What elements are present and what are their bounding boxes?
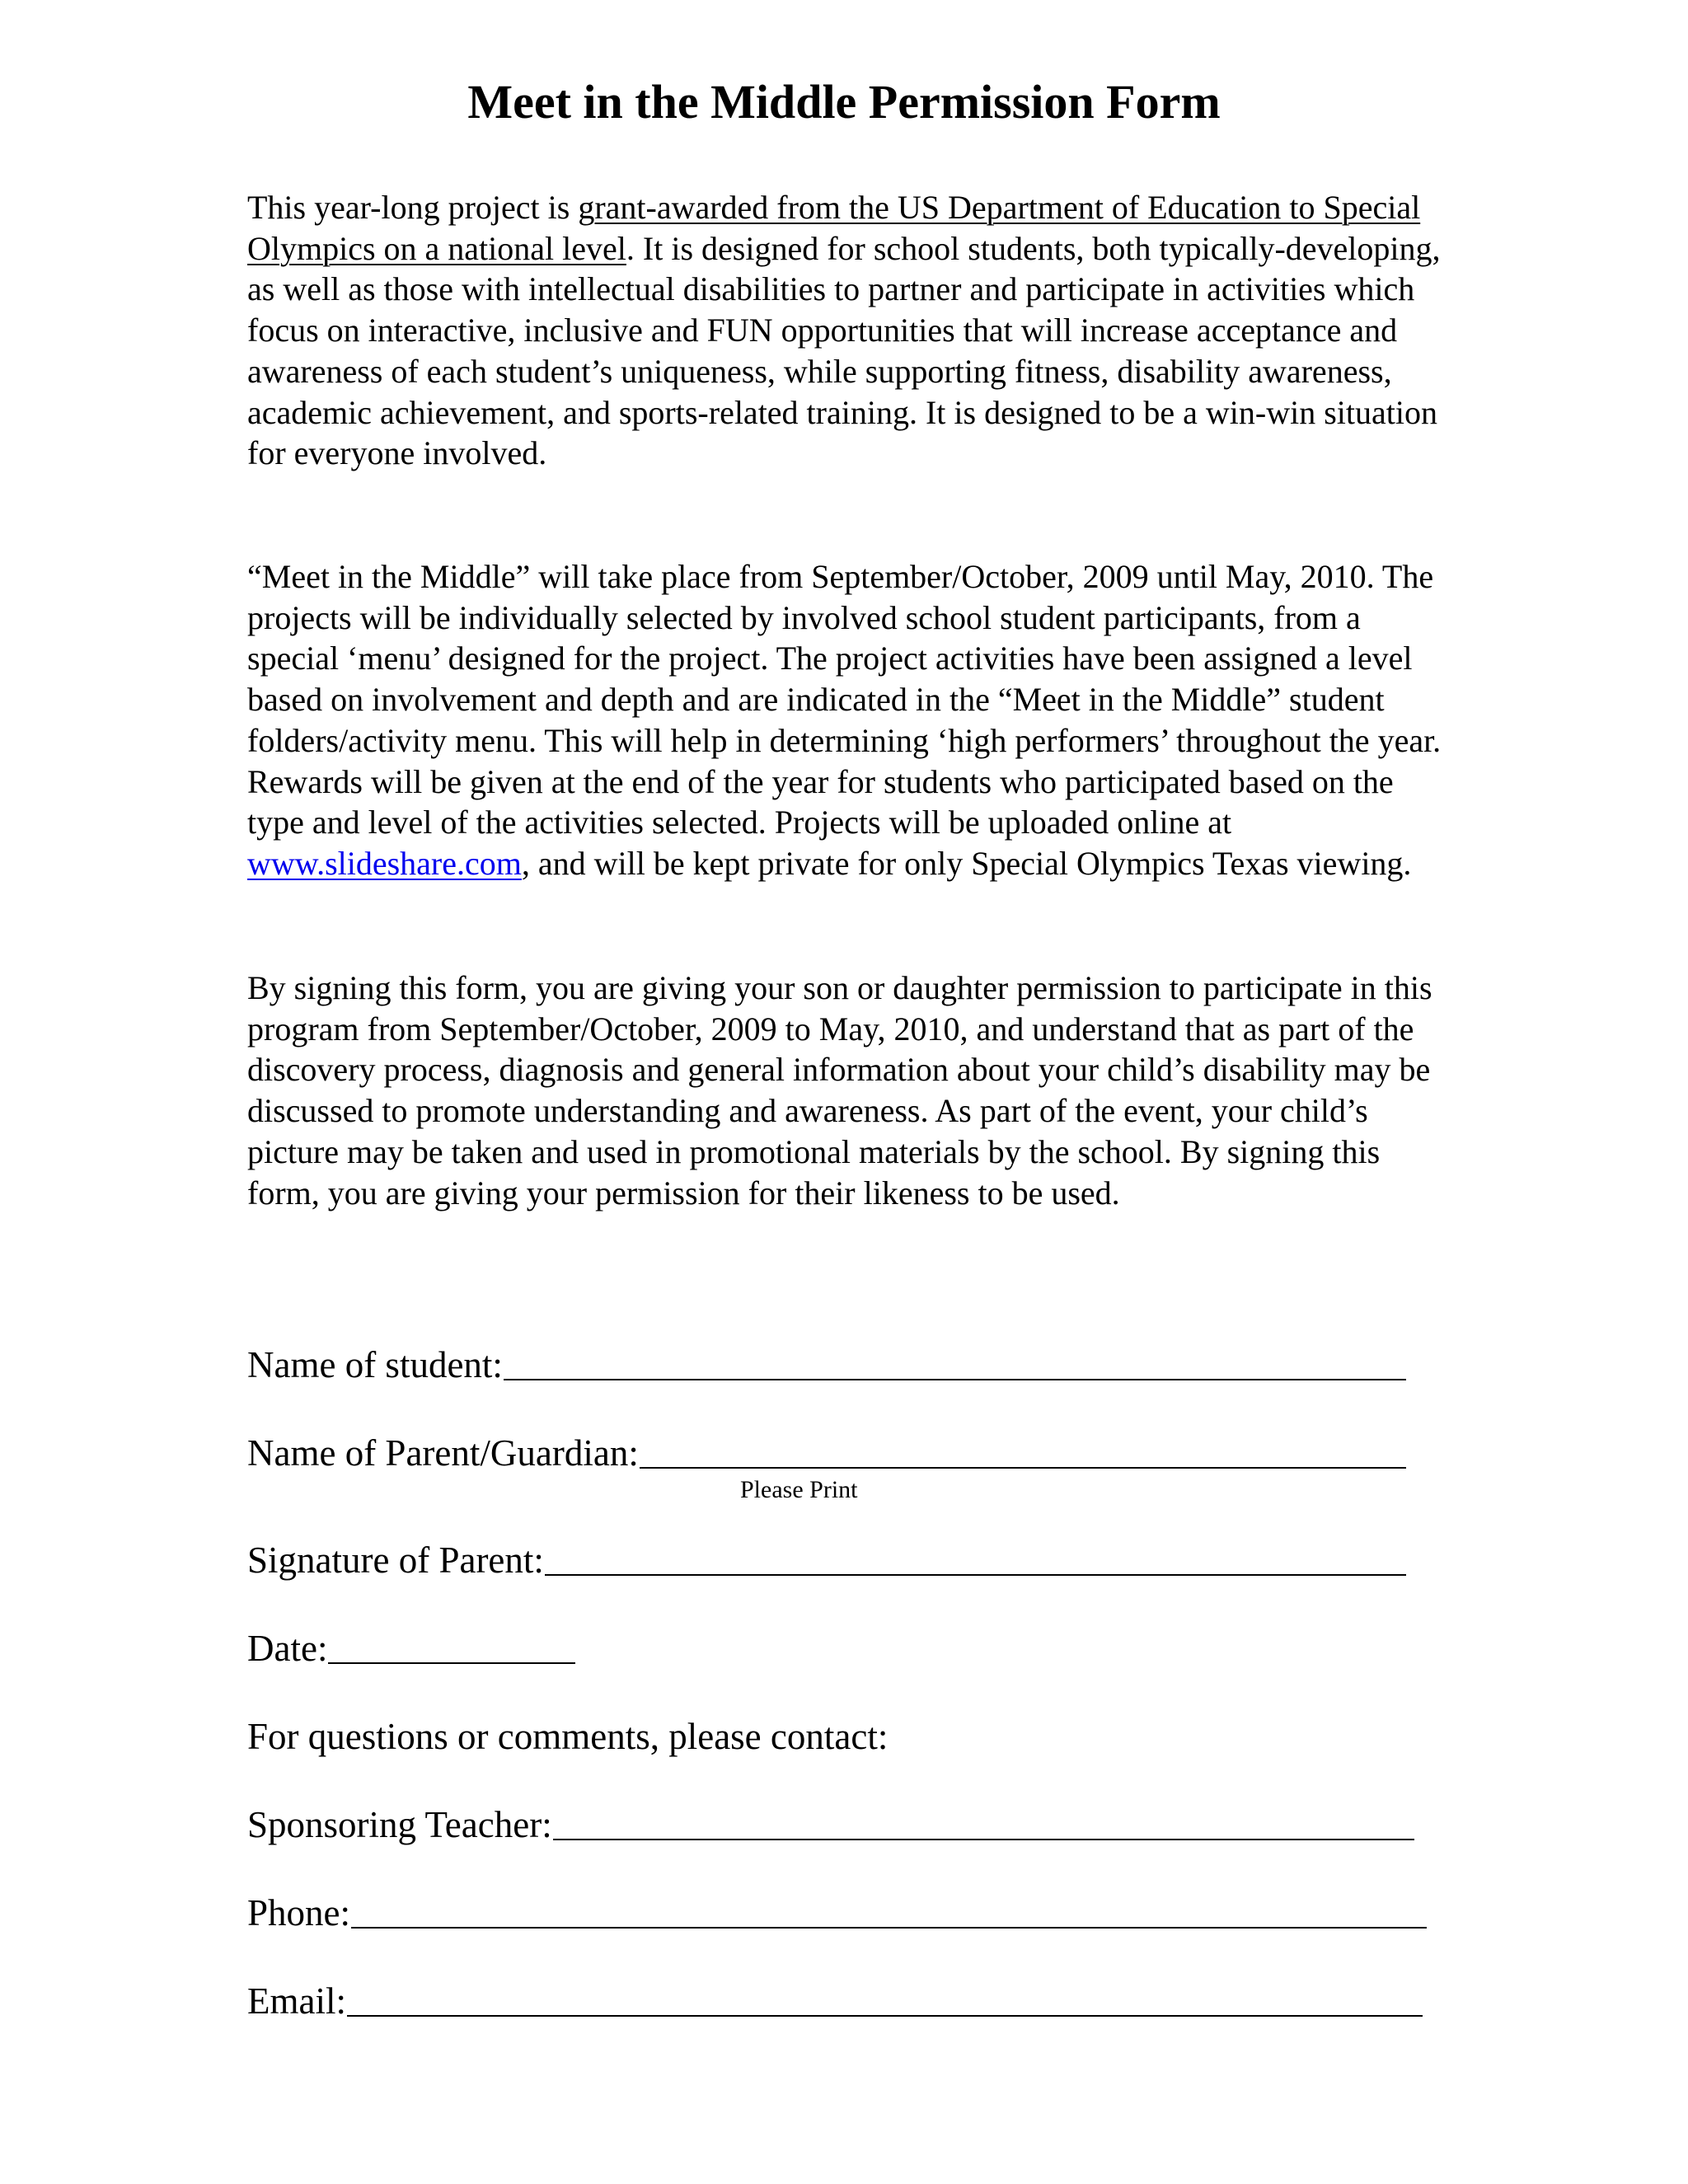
consent-paragraph: By signing this form, you are giving your son or daughter permission to participate in this program from September/October, 2009 to May, 2010, and understand that as part of the discovery process, diagnosis and general information about your child’s disability may be discussed to promote understanding and awareness. As part of the event, your child’s picture may be taken and used in promotional materials by the school. By signing this form, you are giving your permission for their likeness to be used.: [247, 969, 1432, 1212]
phone-field[interactable]: [247, 1890, 1427, 1936]
signature-field[interactable]: [247, 1537, 1406, 1583]
date-line[interactable]: [328, 1662, 575, 1664]
date-label: Date:: [247, 1628, 328, 1669]
teacher-field[interactable]: [247, 1802, 1414, 1848]
parent-name-label: Name of Parent/Guardian:: [247, 1432, 639, 1474]
teacher-label: Sponsoring Teacher:: [247, 1804, 552, 1845]
slideshare-link[interactable]: www.slideshare.com: [247, 844, 522, 882]
intro-paragraph: [247, 187, 1451, 474]
contact-intro: For questions or comments, please contact:: [247, 1716, 889, 1757]
schedule-tail: , and will be kept private for only Special Olympics Texas viewing.: [521, 844, 1412, 882]
email-label: Email:: [247, 1980, 346, 2022]
grant-statement: grant-awarded from the US Department of Education to Special Olympics on a national level: [247, 189, 1421, 267]
student-name-label: Name of student:: [247, 1344, 503, 1385]
teacher-line[interactable]: [553, 1839, 1414, 1840]
student-name-field[interactable]: [247, 1342, 1406, 1388]
intro-lead: This year-long project is: [247, 189, 579, 226]
schedule-paragraph: [247, 556, 1451, 884]
intro-rest: . It is designed for school students, both typically-developing, as well as those with intellectual disabilities to partner and participate in activities which focus on interactive, inclusive and FUN opportunities that will increase acceptance and awareness of each student’s uniqueness, while supporting fitness, disability awareness, academic achievement, and sports-related training. It is designed to be a win-win situation for everyone involved.: [247, 229, 1441, 472]
student-name-line[interactable]: [504, 1379, 1406, 1380]
email-line[interactable]: [347, 2015, 1423, 2017]
parent-name-line[interactable]: [640, 1467, 1406, 1469]
schedule-text: “Meet in the Middle” will take place from September/October, 2009 until May, 2010. The projects will be individually selected by involved school student participants, from a special ‘menu’ designed for the project. The project activities have been assigned a level based on involvement and depth and are indicated in the “Meet in the Middle” student folders/activity menu. This will help in determining ‘high performers’ throughout the year. Rewards will be given at the end of the year for students who participated based on the type and level of the activities selected. Projects will be uploaded online at: [247, 558, 1442, 841]
please-print-hint: Please Print: [740, 1476, 858, 1503]
signature-line[interactable]: [545, 1574, 1406, 1576]
email-field[interactable]: [247, 1978, 1423, 2024]
page-title: Meet in the Middle Permission Form: [467, 75, 1221, 129]
phone-line[interactable]: [351, 1927, 1427, 1929]
date-field[interactable]: [247, 1625, 575, 1671]
phone-label: Phone:: [247, 1892, 351, 1933]
parent-name-field[interactable]: [247, 1430, 1406, 1476]
signature-label: Signature of Parent:: [247, 1540, 544, 1581]
